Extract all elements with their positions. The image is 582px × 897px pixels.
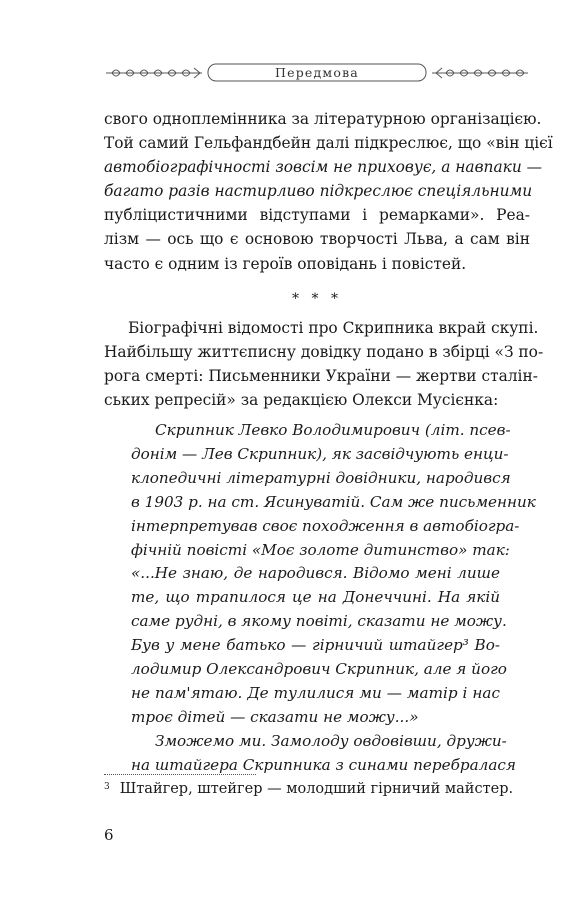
- quote-line: клопедичні літературні довідники, народився: [131, 468, 511, 487]
- text-line: рога смерті: Письменники України — жертви сталін-: [104, 367, 538, 386]
- footnote: [104, 781, 513, 797]
- paragraph-continuation: [104, 107, 553, 276]
- section-separator: * * *: [292, 291, 342, 307]
- quote-line: фічній повісті «Моє золоте дитинство» так:: [131, 540, 510, 559]
- paragraph-biography: [104, 316, 544, 412]
- quote-line: саме рудні, в якому повіті, сказати не можу.: [131, 612, 507, 631]
- block-quote: [131, 419, 536, 778]
- page-number: 6: [104, 826, 114, 844]
- footnote-divider: [104, 774, 256, 775]
- quote-line: «...Не знаю, де народився. Відомо мені лише: [131, 564, 500, 583]
- quote-line: донім — Лев Скрипник), як засвідчують енци-: [131, 444, 509, 463]
- text-line: Той самий Гельфандбейн далі підкреслює, що «він цієї: [104, 134, 553, 153]
- quote-line: на штайгера Скрипника з синами перебралася: [131, 755, 516, 774]
- text-line: лізм — ось що є основою творчості Льва, а сам він: [104, 230, 530, 249]
- quote-line: інтерпретував своє походження в автобіогра-: [131, 516, 520, 535]
- text-line: Найбільшу життєписну довідку подано в збірці «З по-: [104, 343, 544, 362]
- section-title: Передмова: [275, 65, 359, 80]
- text-line: автобіографічності зовсім не приховує, а навпаки —: [104, 158, 543, 177]
- text-line: Біографічні відомості про Скрипника вкрай скупі.: [128, 319, 539, 337]
- quote-line: Скрипник Левко Володимирович (літ. псев-: [155, 421, 511, 439]
- quote-line: не пам'ятаю. Де тулилися ми — матір і нас: [131, 683, 500, 702]
- text-line: публіцистичними відступами і ремарками». Реа-: [104, 206, 530, 225]
- text-line: багато разів настирливо підкреслює спеціяльними: [104, 182, 533, 201]
- running-header: [104, 62, 530, 84]
- text-line: ських репресій» за редакцією Олекси Мусієнка:: [104, 391, 499, 410]
- text-line: часто є одним із героїв оповідань і повістей.: [104, 254, 467, 273]
- quote-line: троє дітей — сказати не можу...»: [131, 707, 419, 726]
- footnote-text: Штайгер, штейгер — молодший гірничий майстер.: [119, 781, 514, 797]
- quote-line: в 1903 р. на ст. Ясинуватій. Сам же письменник: [131, 492, 536, 511]
- footnote-marker: 3: [104, 782, 110, 792]
- quote-line: Зможемо ми. Замолоду овдовівши, дружи-: [155, 731, 507, 750]
- quote-line: Був у мене батько — гірничий штайгер³ Во-: [131, 636, 500, 655]
- quote-line: лодимир Олександрович Скрипник, але я його: [131, 660, 507, 679]
- quote-line: те, що трапилося це на Донеччині. На якій: [131, 588, 500, 607]
- text-line: свого одноплемінника за літературною організацією.: [104, 110, 542, 128]
